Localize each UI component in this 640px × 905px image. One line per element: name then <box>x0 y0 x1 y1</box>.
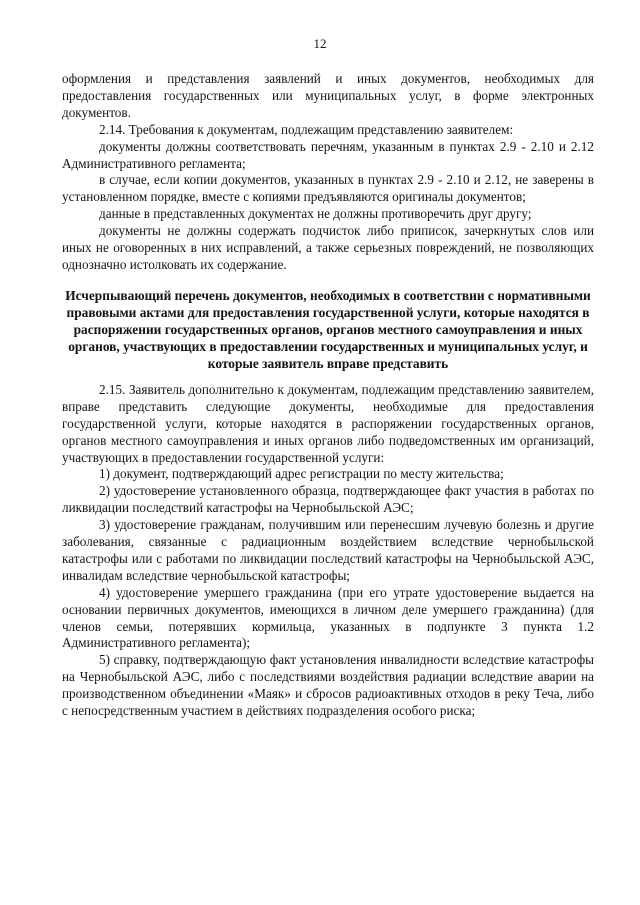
list-item: 3) удостоверение гражданам, получившим или перенесшим лучевую болезнь и другие заболевания, связанные с радиационным воздействием вследствие чернобыльской катастрофы или с работами по ликвидации последствий катастрофы на Чернобыльской АЭС, инвалидам вследствие чернобыльской катастрофы; <box>62 517 594 583</box>
paragraph: оформления и представления заявлений и иных документов, необходимых для предоставления государственных или муниципальных услуг, в форме электронных документов. <box>62 71 594 120</box>
list-item: 5) справку, подтверждающую факт установления инвалидности вследствие катастрофы на Чернобыльской АЭС, либо с последствиями воздействия радиации вследствие аварии на производственном объединении «Маяк» и сбросов радиоактивных отходов в реку Теча, либо с непосредственным участием в действиях подразделения особого риска; <box>62 652 594 719</box>
paragraph: 2.15. Заявитель дополнительно к документам, подлежащим представлению заявителем, вправе представить следующие документы, необходимые для предоставления государственной услуги, которые находятся в распоряжении государственных органов, органов местного самоуправления и иных органов либо подведомственных им организаций, участвующих в предоставлении государственной услуги: <box>62 381 594 465</box>
paragraph: данные в представленных документах не должны противоречить друг другу; <box>99 206 532 222</box>
paragraph: 2.14. Требования к документам, подлежащим представлению заявителем: <box>99 121 514 137</box>
list-item: 1) документ, подтверждающий адрес регистрации по месту жительства; <box>99 466 504 482</box>
paragraph: документы не должны содержать подчисток либо приписок, зачеркнутых слов или иных не оговоренных в них исправлений, а также серьезных повреждений, не позволяющих однозначно истолковать их содержание. <box>62 223 594 272</box>
document-body <box>62 71 594 720</box>
list-item: 2) удостоверение установленного образца, подтверждающее факт участия в работах по ликвидации последствий катастрофы на Чернобыльской АЭС; <box>62 483 594 516</box>
page-number: 12 <box>313 36 327 51</box>
section-heading: Исчерпывающий перечень документов, необходимых в соответствии с нормативными правовыми актами для предоставления государственной услуги, которые находятся в распоряжении государственных органов, органов местного самоуправления и иных органов, участвующих в предоставлении государственных и муниципальных услуг, и которые заявитель вправе представить <box>65 287 591 371</box>
paragraph: документы должны соответствовать перечням, указанным в пунктах 2.9 - 2.10 и 2.12 Административного регламента; <box>62 138 594 171</box>
paragraph: в случае, если копии документов, указанных в пунктах 2.9 - 2.10 и 2.12, не заверены в установленном порядке, вместе с копиями предъявляются оригиналы документов; <box>62 172 594 205</box>
list-item: 4) удостоверение умершего гражданина (при его утрате удостоверение выдается на основании первичных документов, имеющихся в личном деле умершего гражданина) (для членов семьи, потерявших кормильца, указанных в подпункте 3 пункта 1.2 Административного регламента); <box>62 584 594 651</box>
